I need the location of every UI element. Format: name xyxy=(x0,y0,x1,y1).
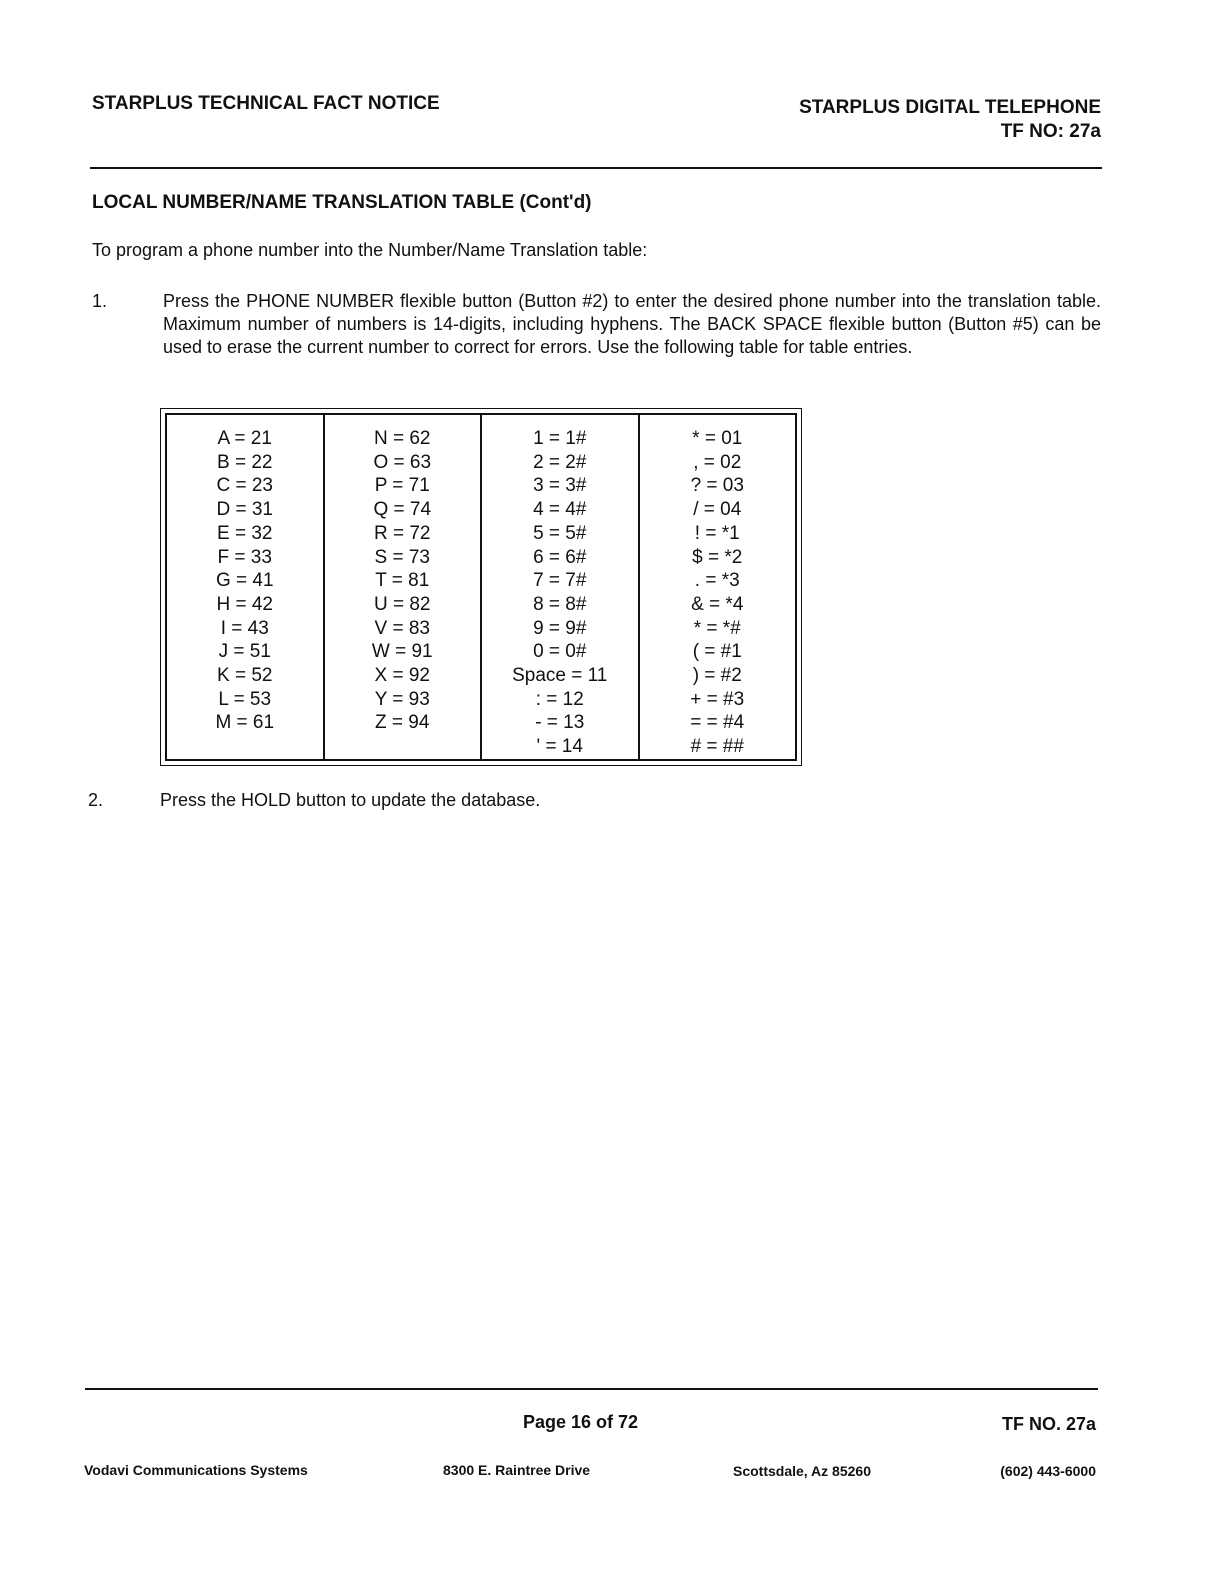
footer-tf-number: TF NO. 27a xyxy=(1001,1414,1096,1434)
table-cell: S = 73 xyxy=(374,546,430,568)
table-cell: ' = 14 xyxy=(536,736,583,758)
table-cell: O = 63 xyxy=(373,451,432,473)
intro-text: To program a phone number into the Number/Name Translation table: xyxy=(92,240,648,260)
table-column-letters-n-z xyxy=(325,415,483,759)
table-cell: D = 31 xyxy=(216,499,273,521)
table-cell: , = 02 xyxy=(693,451,742,473)
table-cell: H = 42 xyxy=(216,593,273,615)
header-right-title: STARPLUS DIGITAL TELEPHONE xyxy=(799,97,1101,118)
table-cell: Space = 11 xyxy=(512,665,608,687)
footer-address: 8300 E. Raintree Drive xyxy=(443,1462,591,1478)
table-cell: ? = 03 xyxy=(690,475,744,497)
table-cell: 4 = 4# xyxy=(533,499,587,521)
table-cell: B = 22 xyxy=(217,451,273,473)
table-cell: 9 = 9# xyxy=(533,617,587,639)
table-column-symbols xyxy=(640,415,796,759)
step-2-number: 2. xyxy=(88,790,104,810)
table-cell: A = 21 xyxy=(217,428,272,449)
table-cell: 8 = 8# xyxy=(533,593,587,615)
table-cell: 2 = 2# xyxy=(533,451,587,473)
table-cell: ( = #1 xyxy=(692,641,742,663)
step-2-text: Press the HOLD button to update the database. xyxy=(160,790,541,810)
translation-table xyxy=(160,408,802,766)
table-cell: N = 62 xyxy=(373,428,431,449)
table-cell: K = 52 xyxy=(217,665,273,687)
table-cell: Q = 74 xyxy=(373,499,432,521)
table-cell: F = 33 xyxy=(217,546,272,568)
table-cell: M = 61 xyxy=(215,712,275,734)
table-cell: $ = *2 xyxy=(692,546,743,568)
footer-divider xyxy=(85,1388,1098,1390)
table-cell: : = 12 xyxy=(535,688,584,710)
header-tf-number: TF NO: 27a xyxy=(1000,121,1101,142)
table-cell: 5 = 5# xyxy=(533,522,587,544)
table-cell: T = 81 xyxy=(375,570,430,592)
table-cell: I = 43 xyxy=(220,617,269,639)
table-cell: 1 = 1# xyxy=(533,428,587,449)
table-cell: & = *4 xyxy=(691,593,744,615)
table-cell: R = 72 xyxy=(373,522,431,544)
table-cell: G = 41 xyxy=(215,570,274,592)
table-cell: ! = *1 xyxy=(694,522,740,544)
section-title: LOCAL NUMBER/NAME TRANSLATION TABLE (Cont'd) xyxy=(92,192,592,213)
table-cell: X = 92 xyxy=(374,665,430,687)
table-cell: L = 53 xyxy=(218,688,272,710)
table-cell: . = *3 xyxy=(694,570,740,592)
footer-page-number: Page 16 of 72 xyxy=(523,1412,639,1432)
table-cell: = = #4 xyxy=(690,712,745,734)
table-column-letters-a-m xyxy=(167,415,325,759)
header-left-title: STARPLUS TECHNICAL FACT NOTICE xyxy=(92,93,440,114)
table-cell: C = 23 xyxy=(216,475,273,497)
step-1-number: 1. xyxy=(92,291,108,311)
header-divider xyxy=(90,167,1102,169)
footer-city: Scottsdale, Az 85260 xyxy=(733,1463,871,1479)
table-cell: 3 = 3# xyxy=(533,475,587,497)
table-cell: / = 04 xyxy=(693,499,742,521)
table-cell: P = 71 xyxy=(374,475,430,497)
table-cell: * = 01 xyxy=(692,428,743,449)
table-cell: W = 91 xyxy=(371,641,433,663)
table-cell: J = 51 xyxy=(218,641,271,663)
table-cell: Z = 94 xyxy=(375,712,430,734)
table-cell: U = 82 xyxy=(373,593,431,615)
table-cell: 7 = 7# xyxy=(533,570,587,592)
table-cell: Y = 93 xyxy=(374,688,430,710)
table-cell: * = *# xyxy=(693,617,741,639)
table-column-digits xyxy=(482,415,640,759)
table-cell: 6 = 6# xyxy=(533,546,587,568)
footer-company: Vodavi Communications Systems xyxy=(84,1462,308,1478)
table-cell: # = ## xyxy=(690,736,744,758)
footer-phone: (602) 443-6000 xyxy=(1000,1463,1096,1479)
table-cell: V = 83 xyxy=(374,617,430,639)
step-1-text: Press the PHONE NUMBER flexible button (Button #2) to enter the desired phone number into the translation table. Maximum number of numbers is 14-digits, including hyphens. The BACK SPACE flexible button (Button #5) can be used to erase the current number to correct for errors. Use the following table for table entries. xyxy=(163,291,1101,357)
table-cell: - = 13 xyxy=(535,712,585,734)
table-cell: ) = #2 xyxy=(692,665,742,687)
table-cell: 0 = 0# xyxy=(533,641,587,663)
table-cell: + = #3 xyxy=(690,688,745,710)
table-cell: E = 32 xyxy=(217,522,273,544)
